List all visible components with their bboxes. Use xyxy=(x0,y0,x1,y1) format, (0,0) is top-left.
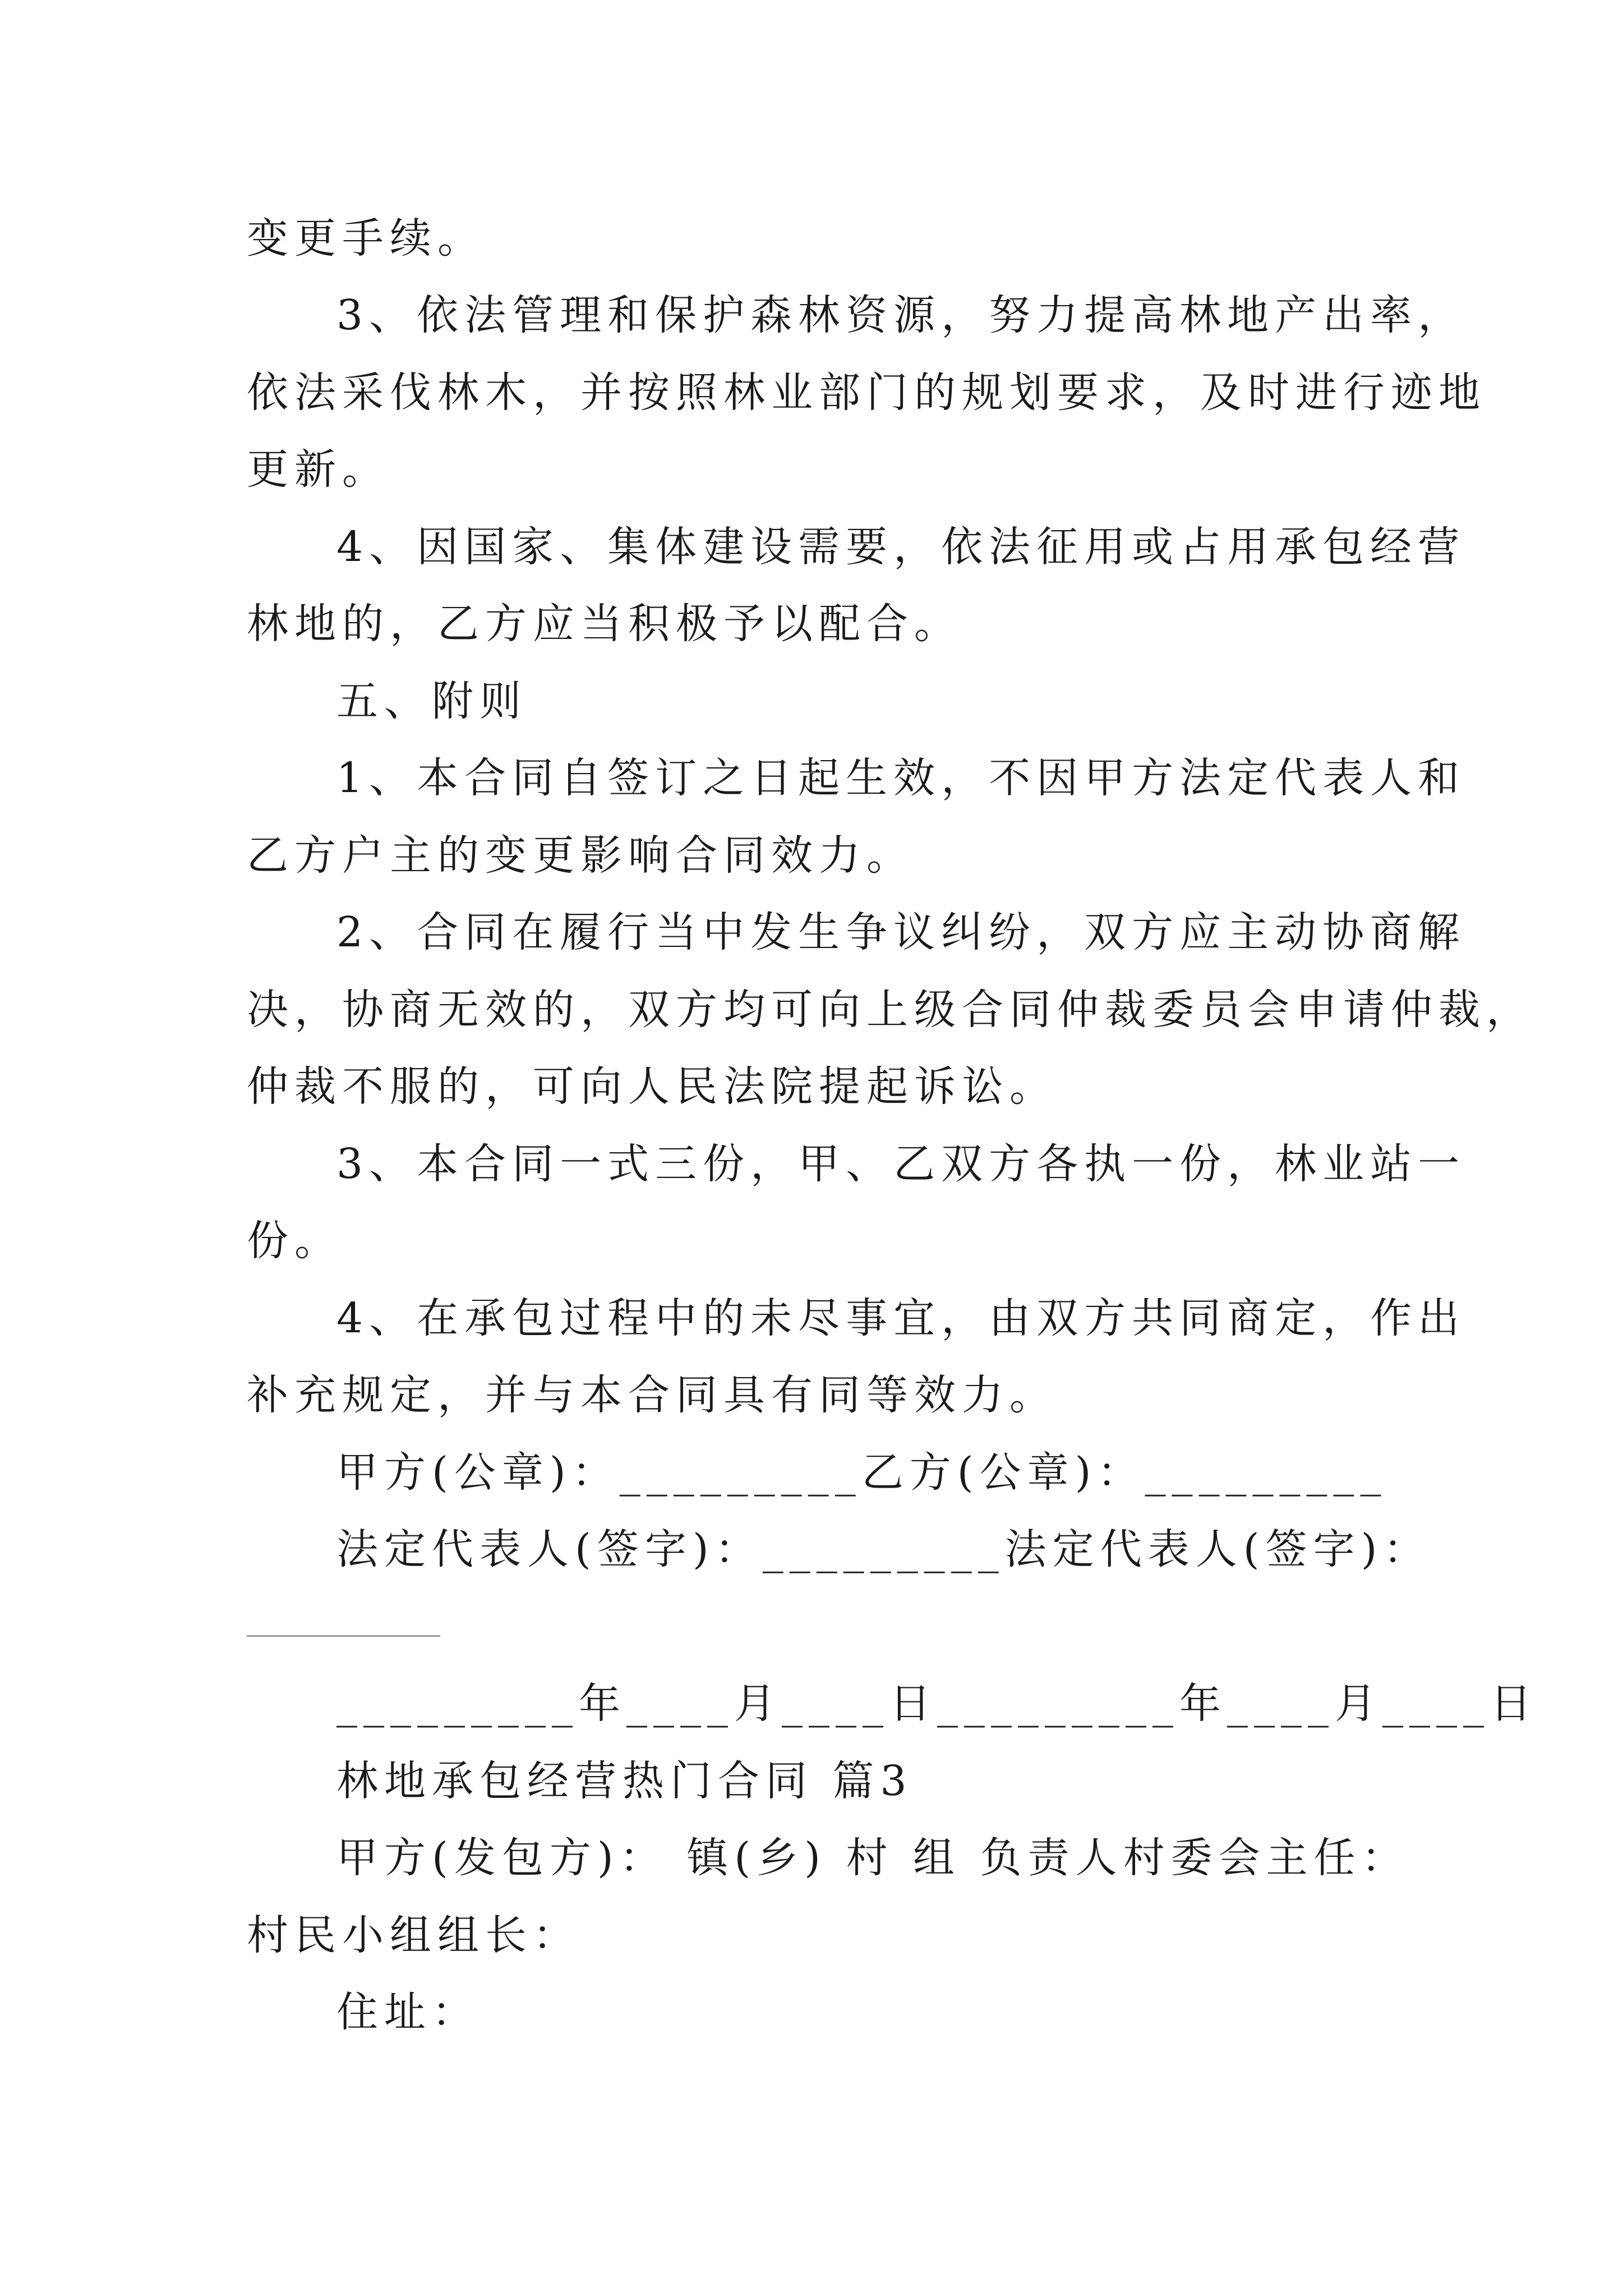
text-line: 决，协商无效的，双方均可向上级合同仲裁委员会申请仲裁， xyxy=(247,986,1534,1034)
address-line: 住址： xyxy=(336,1988,479,2036)
text-line: 依法采伐林木，并按照林业部门的规划要求，及时进行迹地 xyxy=(247,369,1486,417)
signature-line: 法定代表人(签字)：_________法定代表人(签字)： xyxy=(336,1525,1431,1573)
text-line: 2、合同在履行当中发生争议纠纷，双方应主动协商解 xyxy=(336,908,1466,956)
text-line: 4、在承包过程中的未尽事宜，由双方共同商定，作出 xyxy=(336,1294,1466,1342)
text-line: 村民小组组长： xyxy=(247,1911,580,1959)
party-a-line: 甲方(发包方)： 镇(乡) 村 组 负责人村委会主任： xyxy=(336,1834,1409,1882)
signature-blank xyxy=(247,1635,440,1637)
text-line: 林地的，乙方应当积极予以配合。 xyxy=(247,600,962,648)
section-heading: 五、附则 xyxy=(336,677,527,725)
text-line: 3、依法管理和保护森林资源，努力提高林地产出率， xyxy=(336,291,1466,339)
text-line: 补充规定，并与本合同具有同等效力。 xyxy=(247,1371,1057,1419)
text-line: 乙方户主的变更影响合同效力。 xyxy=(247,831,914,880)
date-line: _________年____月____日_________年____月____日 xyxy=(336,1680,1538,1728)
text-line: 3、本合同一式三份，甲、乙双方各执一份，林业站一 xyxy=(336,1140,1466,1188)
seal-line: 甲方(公章)：_________乙方(公章)：_________ xyxy=(336,1448,1387,1497)
text-line: 变更手续。 xyxy=(247,214,485,263)
text-line: 4、因国家、集体建设需要，依法征用或占用承包经营 xyxy=(336,523,1466,571)
text-line: 份。 xyxy=(247,1217,342,1265)
contract-title: 林地承包经营热门合同 篇3 xyxy=(336,1757,913,1805)
text-line: 更新。 xyxy=(247,445,390,494)
text-line: 仲裁不服的，可向人民法院提起诉讼。 xyxy=(247,1062,1057,1111)
text-line: 1、本合同自签订之日起生效，不因甲方法定代表人和 xyxy=(336,754,1466,802)
